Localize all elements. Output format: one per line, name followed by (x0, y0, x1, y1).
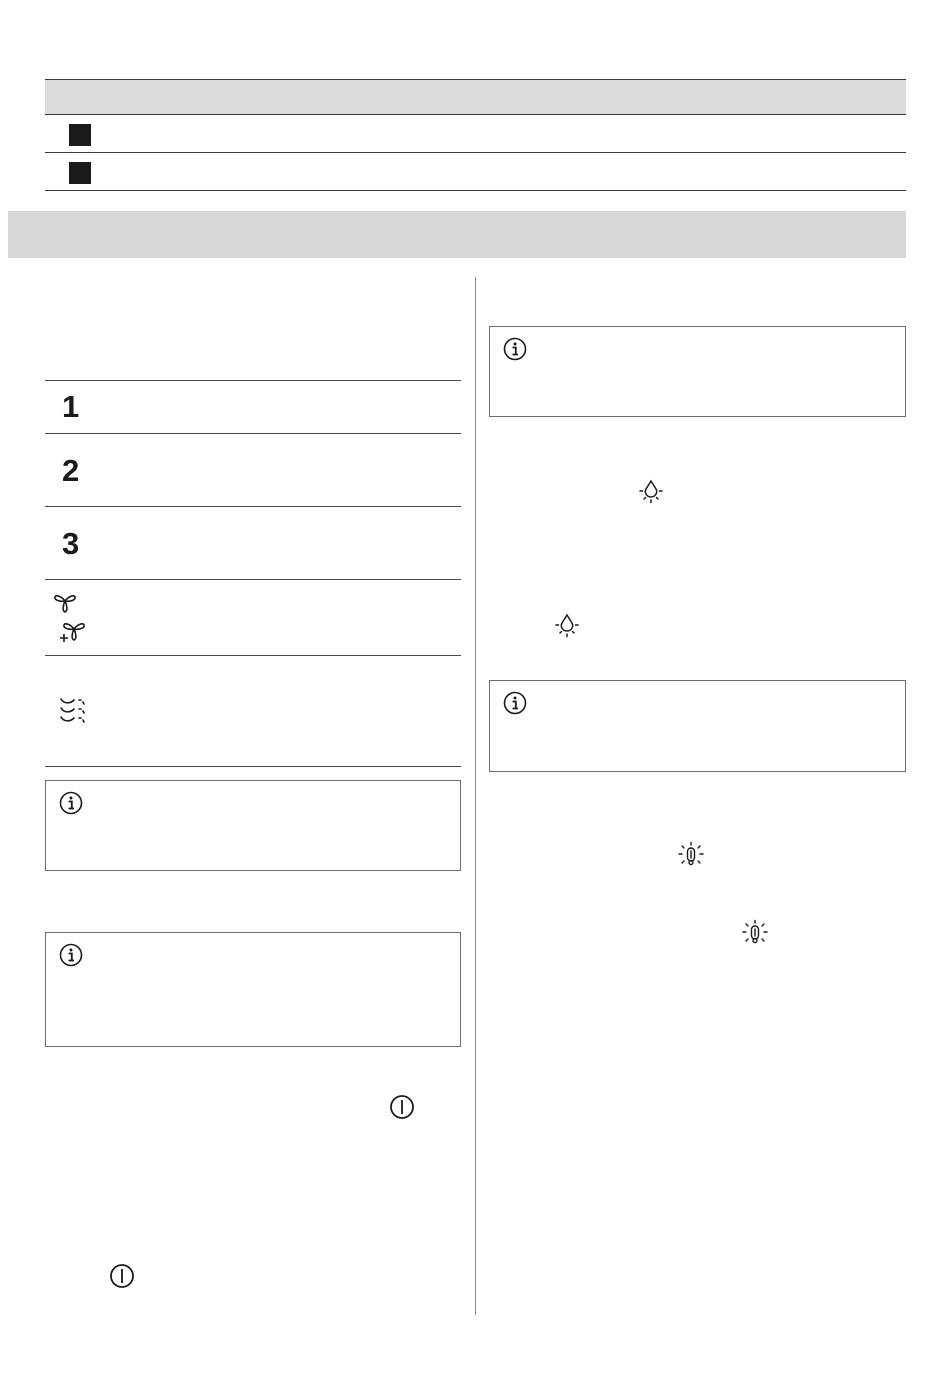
table-rule (45, 579, 461, 580)
sensor-light-icon (741, 919, 769, 947)
table-rule (45, 506, 461, 507)
setting-digit-3: 3 (62, 526, 80, 561)
fan-plus-icon (58, 617, 86, 645)
light-bulb-icon (554, 612, 580, 638)
section-heading-band (8, 211, 906, 258)
power-icon (389, 1094, 415, 1120)
info-note-box (45, 932, 461, 1047)
table-rule (45, 433, 461, 434)
black-square-marker (69, 162, 91, 184)
info-note-box (45, 780, 461, 871)
table-rule (45, 655, 461, 656)
fan-icon (52, 588, 78, 614)
steam-icon (58, 695, 88, 723)
top-table (45, 79, 906, 192)
info-icon (59, 791, 83, 815)
top-table-header (45, 79, 906, 115)
top-table-row (45, 153, 906, 191)
setting-digit-2: 2 (62, 453, 80, 488)
table-rule (45, 766, 461, 767)
info-icon (503, 691, 527, 715)
table-rule (45, 380, 461, 381)
black-square-marker (69, 124, 91, 146)
info-icon (59, 943, 83, 967)
info-note-box (489, 680, 906, 772)
power-icon (109, 1263, 135, 1289)
column-divider (475, 277, 476, 1315)
setting-digit-1: 1 (62, 389, 80, 424)
info-icon (503, 337, 527, 361)
top-table-row (45, 115, 906, 153)
light-bulb-icon (638, 478, 664, 504)
info-note-box (489, 326, 906, 417)
sensor-light-icon (677, 841, 705, 869)
